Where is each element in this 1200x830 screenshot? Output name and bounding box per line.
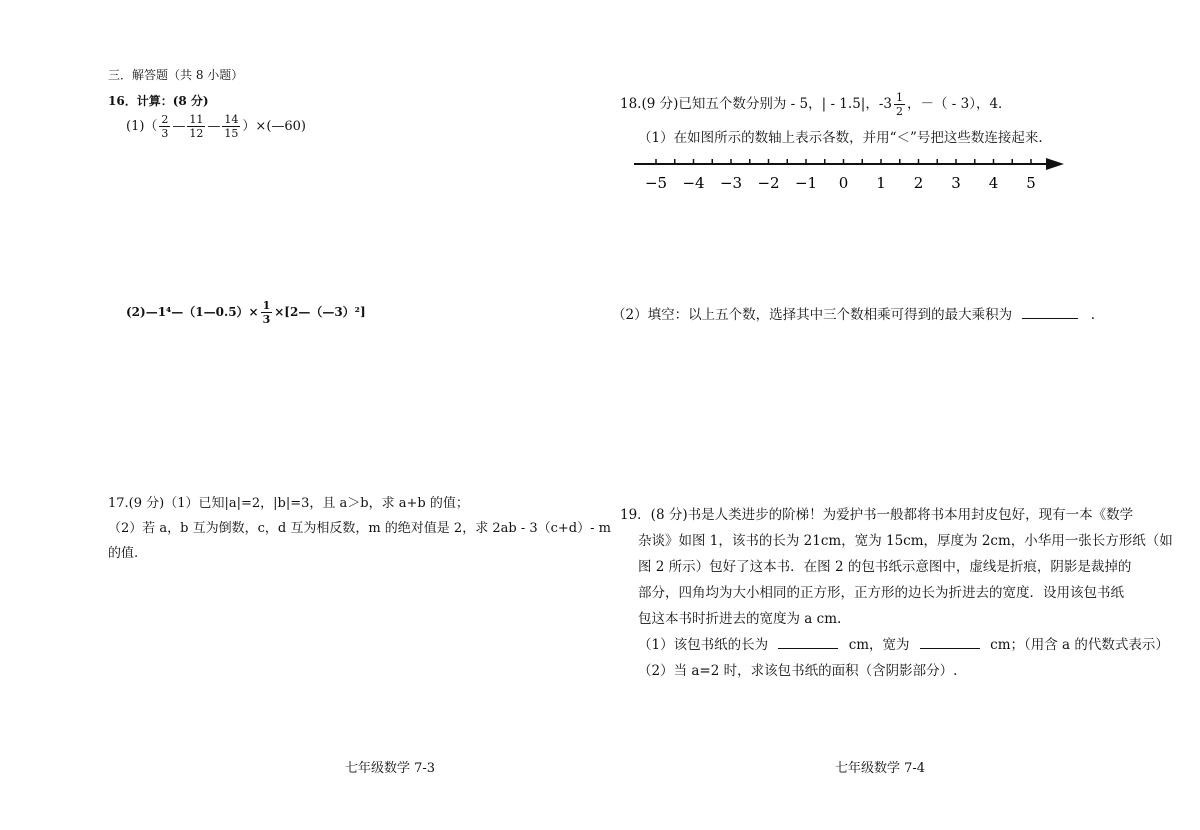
number-line-label: −1 — [794, 174, 818, 192]
number-line-label: −2 — [757, 174, 780, 192]
number-line — [632, 150, 1072, 200]
q16-part1: (1)（ $\frac{2}{3}$ — $\frac{11}{12}$ — $\frac{14}{15}$ ）×(—60) — [126, 113, 307, 140]
q19-part2: （2）当 a=2 时，求该包书纸的面积（含阴影部分）. — [638, 663, 958, 679]
q19-block — [620, 502, 1173, 684]
q17-line1: 17.(9 分)（1）已知|a|=2，|b|=3，且 a＞b，求 a+b 的值； — [108, 496, 469, 511]
q16-heading: 16．计算：(8 分) — [108, 94, 209, 108]
number-line-arrow-icon — [1046, 158, 1064, 170]
q16-p2-lead: (2)—1⁴—（1—0.5）× — [126, 305, 259, 319]
q19-part1: （1）该包书纸的长为 cm，宽为 cm；（用含 a 的代数式表示） — [638, 637, 1169, 653]
footer-right: 七年级数学 7-4 — [835, 761, 926, 776]
q16-p2-tail: ×[2—（—3）²] — [274, 305, 366, 319]
q17-line3: 的值. — [108, 546, 139, 561]
q18-part1: （1）在如图所示的数轴上表示各数，并用“＜”号把这些数连接起来. — [638, 130, 1043, 146]
fraction-1-2: $\frac{1}{2}$ — [895, 91, 903, 118]
number-line-label: 1 — [876, 174, 886, 192]
q16-p1-label: (1)（ — [126, 119, 158, 134]
number-line-label: 5 — [1026, 174, 1036, 192]
number-line-label: −4 — [682, 174, 705, 192]
answer-blank-length[interactable] — [778, 636, 838, 649]
section-heading: 三．解答题（共 8 小题） — [108, 68, 244, 82]
fraction-14-15: $\frac{14}{15}$ — [224, 113, 239, 140]
fraction-1-3: $\frac{1}{3}$ — [262, 299, 271, 326]
number-line-label: 0 — [838, 174, 849, 192]
answer-blank-width[interactable] — [920, 636, 980, 649]
q17-line2: （2）若 a，b 互为倒数，c，d 互为相反数，m 的绝对值是 2，求 2ab - 3（c+d）- m — [108, 521, 611, 536]
number-line-label: 3 — [951, 174, 961, 192]
fraction-11-12: $\frac{11}{12}$ — [189, 113, 204, 140]
number-line-label: 4 — [988, 174, 999, 192]
number-line-label: −5 — [644, 174, 668, 192]
q19-line1: 19．(8 分)书是人类进步的阶梯！为爱护书一般都将书本用封皮包好，现有一本《数学 — [620, 507, 1134, 523]
q16-part2 — [126, 300, 366, 325]
q19-line5: 包这本书时折进去的宽度为 a cm. — [638, 611, 842, 627]
q19-line2: 杂谈》如图 1，该书的长为 21cm，宽为 15cm，厚度为 2cm，小华用一张长方形纸（如 — [638, 533, 1173, 549]
number-line-label: 2 — [913, 174, 924, 192]
q19-line4: 部分，四角均为大小相同的正方形，正方形的边长为折进去的宽度．设用该包书纸 — [638, 585, 1124, 601]
q18-part2: （2）填空：以上五个数，选择其中三个数相乘可得到的最大乘积为 . — [612, 307, 1095, 323]
number-line-label: −3 — [719, 174, 743, 192]
q19-line3: 图 2 所示）包好了这本书．在图 2 的包书纸示意图中，虚线是折痕，阴影是裁掉的 — [638, 559, 1132, 575]
fraction-2-3: $\frac{2}{3}$ — [161, 113, 169, 140]
footer-left: 七年级数学 7-3 — [345, 761, 436, 776]
q16-p1-tail: ）×(—60) — [242, 119, 307, 134]
q18-heading: 18.(9 分)已知五个数分别为 - 5，| - 1.5|，-3 $\frac{1}{2}$ ，－（ - 3），4． — [620, 91, 1012, 118]
answer-blank-max-product[interactable] — [1022, 306, 1078, 319]
